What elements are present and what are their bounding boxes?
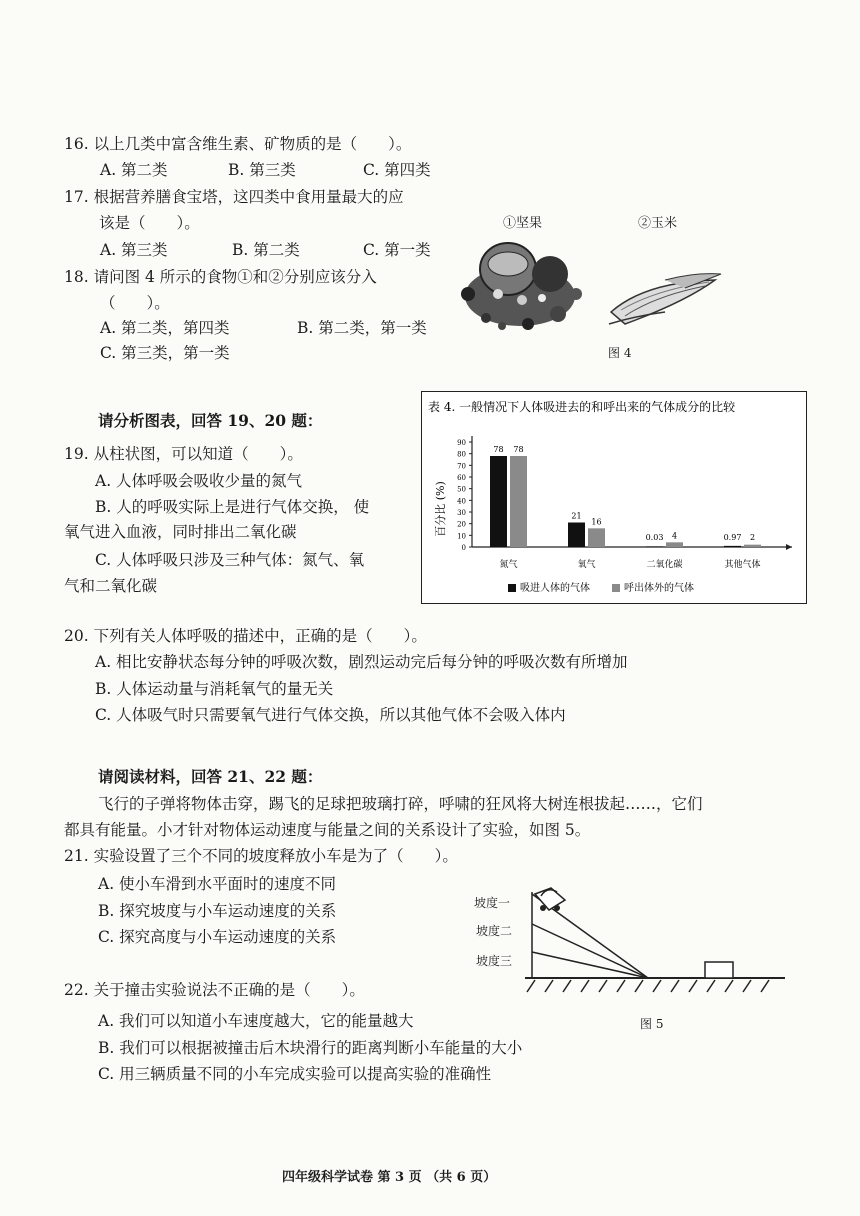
y-tick-label: 20 [457,520,466,529]
y-tick-label: 40 [457,497,466,506]
q20-option-a: A. 相比安静状态每分钟的呼吸次数，剧烈运动完后每分钟的呼吸次数有所增加 [95,653,628,671]
reading-material-line2: 都具有能量。小才针对物体运动速度与能量之间的关系设计了实验，如图 5。 [64,821,591,839]
q22-option-a: A. 我们可以知道小车速度越大，它的能量越大 [98,1012,414,1030]
page-footer: 四年级科学试卷 第 3 页 （共 6 页） [282,1170,497,1185]
y-tick-label: 50 [457,485,466,494]
chart-bar [646,546,663,547]
q21-option-a: A. 使小车滑到水平面时的速度不同 [98,875,337,893]
y-tick-label: 0 [461,544,466,552]
slope-2-label: 坡度二 [476,924,513,938]
q19-option-c-line1: C. 人体呼吸只涉及三种气体：氮气、氧 [95,551,365,569]
bar-data-label: 78 [513,445,524,454]
chart-bar [568,523,585,548]
bar-data-label: 16 [591,517,602,527]
toy-car-icon [535,888,565,911]
question-18-line1: 18. 请问图 4 所示的食物①和②分别应该分入 [64,268,377,286]
q22-option-b: B. 我们可以根据被撞击后木块滑行的距离判断小车能量的大小 [98,1039,523,1057]
y-tick-label: 80 [457,450,466,459]
question-18-line2: （ ）。 [100,294,170,312]
figure4-label-corn: ②玉米 [638,216,678,231]
chart-bar [510,456,527,547]
q20-option-c: C. 人体吸气时只需要氧气进行气体交换，所以其他气体不会吸入体内 [95,706,566,724]
slope-1-label: 坡度一 [474,896,511,910]
chart-bar [666,542,683,547]
bar-data-label: 2 [749,533,756,542]
q20-option-b: B. 人体运动量与消耗氧气的量无关 [95,680,334,698]
bar-data-label: 4 [671,531,678,541]
y-tick-label: 10 [457,532,466,541]
q19-option-a: A. 人体呼吸会吸收少量的氮气 [95,472,303,490]
x-axis-arrow [786,544,792,550]
section-heading-19-20: 请分析图表，回答 19、20 题： [98,411,323,430]
question-21: 21. 实验设置了三个不同的坡度释放小车是为了（ ）。 [64,847,458,865]
x-category-label: 氧气 [577,560,596,570]
q17-option-c: C. 第一类 [363,241,431,259]
y-tick-label: 60 [457,474,466,482]
x-category-label: 其他气体 [724,560,761,570]
chart-y-axis-label: 百分比 (%) [434,481,447,537]
legend-swatch-inhaled [508,584,516,592]
figure5-caption: 图 5 [640,1017,664,1031]
legend-label-exhaled: 呼出体外的气体 [624,583,694,594]
q18-option-b: B. 第二类，第一类 [297,319,427,337]
x-category-label: 二氧化碳 [646,560,683,570]
nuts-image [458,234,588,334]
q17-option-a: A. 第三类 [100,241,168,259]
corn-image [605,272,723,330]
question-20: 20. 下列有关人体呼吸的描述中，正确的是（ ）。 [64,627,427,645]
question-17-line2: 该是（ ）。 [99,214,200,232]
figure4-label-nuts: ①坚果 [503,216,543,231]
bar-data-label: 0.97 [723,533,742,542]
q18-option-a: A. 第二类，第四类 [100,319,230,337]
q19-option-b-line1: B. 人的呼吸实际上是进行气体交换， 使 [95,498,370,516]
legend-swatch-exhaled [612,584,620,592]
wooden-block [705,962,733,978]
q21-option-b: B. 探究坡度与小车运动速度的关系 [98,902,337,920]
q17-option-b: B. 第二类 [232,241,300,259]
question-17-line1: 17. 根据营养膳食宝塔，这四类中食用量最大的应 [64,188,404,206]
chart-bar [744,545,761,547]
bar-data-label: 78 [493,445,504,454]
q22-option-c: C. 用三辆质量不同的小车完成实验可以提高实验的准确性 [98,1065,492,1083]
bar-chart-svg [422,392,805,602]
question-16: 16. 以上几类中富含维生素、矿物质的是（ ）。 [64,135,412,153]
chart-bar [490,456,507,547]
question-19: 19. 从柱状图，可以知道（ ）。 [64,445,303,463]
bar-data-label: 0.03 [645,533,664,542]
y-tick-label: 30 [457,509,466,517]
chart-title: 表 4. 一般情况下人体吸进去的和呼出来的气体成分的比较 [428,400,736,414]
ground-hatch [527,980,769,992]
reading-material-line1: 飞行的子弹将物体击穿，踢飞的足球把玻璃打碎，呼啸的狂风将大树连根拔起……，它们 [98,795,703,813]
q21-option-c: C. 探究高度与小车运动速度的关系 [98,928,337,946]
gas-composition-chart [421,391,807,604]
slope-3-label: 坡度三 [476,954,513,968]
x-category-label: 氮气 [499,560,518,570]
q16-option-b: B. 第三类 [228,161,296,179]
chart-bar [724,546,741,547]
y-tick-label: 90 [457,439,466,447]
q16-option-a: A. 第二类 [100,161,168,179]
slope-experiment-diagram [515,880,790,1000]
chart-bar [588,528,605,547]
question-22: 22. 关于撞击实验说法不正确的是（ ）。 [64,981,365,999]
legend-label-inhaled: 吸进人体的气体 [520,583,590,594]
q18-option-c: C. 第三类，第一类 [100,344,230,362]
figure4-caption: 图 4 [608,346,632,360]
bar-data-label: 21 [571,511,582,521]
q19-option-c-line2: 气和二氧化碳 [64,577,158,595]
q19-option-b-line2: 氧气进入血液，同时排出二氧化碳 [64,523,297,541]
section-heading-21-22: 请阅读材料，回答 21、22 题： [98,767,323,786]
q16-option-c: C. 第四类 [363,161,431,179]
y-tick-label: 70 [457,462,466,471]
